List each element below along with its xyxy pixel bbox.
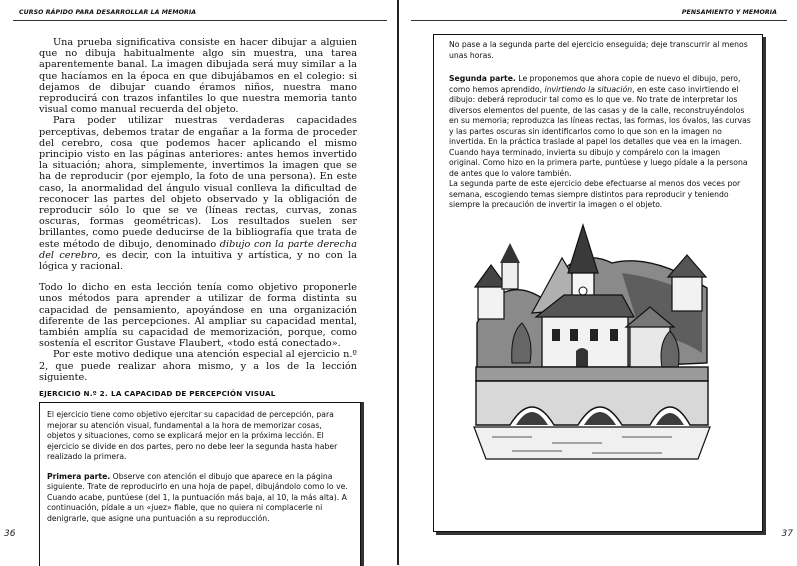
running-head-right: PENSAMIENTO Y MEMORIA — [681, 9, 777, 16]
window-4 — [610, 329, 618, 341]
header-rule-right — [411, 20, 787, 21]
right-house-roof — [668, 255, 706, 277]
part-1-text: Observe con atención el dibujo que aparece en la página siguiente. Trate de reproducirlo en una hoja de papel, dibujándolo como lo ve. Cuando acabe, puntúese (del 1, la puntuación más baja, al 10, la más alta). A continuación, pídale a un «juez» fiable, que no quiera ni complacerle ni denigrarle, que asigne una puntuación a su reproducción. — [47, 471, 348, 523]
bridge-deck — [476, 367, 708, 381]
left-tower-roof — [500, 243, 520, 263]
part-2-closing: La segunda parte de este ejercicio debe efectuarse al menos dos veces por semana, escogiendo temas siempre distintos para reproducir y teniendo siempre la precaución de invertir la imagen o el objeto. — [449, 179, 741, 209]
left-body-text — [39, 37, 357, 383]
part-1-label: Primera parte. — [47, 471, 111, 481]
paragraph-4: Por este motivo dedique una atención especial al ejercicio n.º 2, que puede realizar ahora mismo, y a los de la lección siguiente. — [39, 349, 357, 383]
part-2-label: Segunda parte. — [449, 74, 516, 83]
exercise-title — [39, 388, 359, 399]
exercise-intro: El ejercicio tiene como objetivo ejercitar su capacidad de percepción, para mejorar su atención visual, fundamental a la hora de memorizar cosas, objetos y situaciones, como se explicará mejor en la próxima lección. El ejercicio se divide en dos partes, pero no debe leer la segunda hasta haber realizado la primera. — [47, 410, 338, 461]
church-clock — [579, 287, 587, 295]
part-2-text-a: Le proponemos que ahora copie de nuevo el dibujo, pero, como hemos aprendido, — [449, 74, 741, 94]
window-3 — [590, 329, 598, 341]
right-page — [399, 0, 797, 565]
church-spire — [568, 225, 598, 273]
exercise-title-number: EJERCICIO N.º 2. — [39, 389, 108, 398]
part-2-text-b: , en este caso invirtiendo el dibujo: deberá reproducir tal como es lo que ve. No trate de interpretar los diversos elementos del puente, de las casas y de la calle, reconstruyéndolos en su memoria; reproduzca las líneas rectas, las formas, los óvalos, las curvas y las partes oscuras sin identificarlos como lo que son en la imagen no invertida. En la práctica traslade al papel los detalles que vea en la imagen. Cuando haya terminado, invierta su dibujo y compárelo con la imagen original. Como hizo en la primera parte, puntúese y luego pídale a la persona de antes que lo valore también. — [449, 84, 751, 178]
exercise-box — [39, 402, 361, 566]
window-2 — [570, 329, 578, 341]
exercise-part-1 — [47, 472, 351, 525]
left-tower — [502, 261, 518, 289]
window-1 — [552, 329, 560, 341]
exercise-part-2 — [449, 74, 752, 211]
left-house — [478, 285, 504, 319]
right-intro: No pase a la segunda parte del ejercicio enseguida; deje transcurrir al menos unas horas. — [449, 40, 748, 60]
page-number-left: 36 — [4, 529, 16, 539]
running-head-left: CURSO RÁPIDO PARA DESARROLLAR LA MEMORIA — [19, 9, 197, 16]
paragraph-1: Una prueba significativa consiste en hacer dibujar a alguien que no dibuja habitualmente algo sin muestra, una tarea aparentemente banal. La imagen dibujada será muy similar a la que hacíamos en la época en que dibujábamos en el colegio: si dejamos de dibujar cuando éramos niños, nuestra mano reproducirá con trazos infantiles lo que nuestra memoria tanto visual como manual recuerda del objeto. — [39, 37, 357, 116]
right-house — [672, 275, 702, 311]
paragraph-2 — [39, 115, 357, 272]
paragraph-3: Todo lo dicho en esta lección tenía como objetivo proponerle unos métodos para aprender a utilizar de forma distinta su capacidad de pensamiento, apoyándose en una organización diferente de las percepciones. Al ampliar su capacidad mental, también amplía su capacidad de memorización, porque, como sostenía el escritor Gustave Flaubert, «todo está conectado». — [39, 282, 357, 350]
paragraph-2-emphasis: dibujo con la parte derecha del cerebro — [39, 238, 357, 261]
door — [576, 348, 588, 367]
page-number-right: 37 — [781, 529, 793, 539]
village-bridge-illustration — [472, 203, 712, 463]
exercise-continuation-box — [433, 34, 763, 532]
left-page — [0, 0, 398, 565]
paragraph-2-text: Para poder utilizar nuestras verdaderas capacidades perceptivas, debemos tratar de engañar a la forma de proceder del cerebro, cosa que podemos hacer aplicando el mismo principio visto en las páginas anteriores: antes hemos invertido la situación; ahora, simplemente, invertimos la imagen que se ha de reproducir (por ejemplo, la foto de una persona). En este caso, la anormalidad del ángulo visual conlleva la dificultad de reconocer las partes del objeto observado y la obligación de reproducir sólo lo que se ve (líneas rectas, curvas, zonas oscuras, formas geométricas). Los resultados suelen ser brillantes, como puede deducirse de la bibliografía que trata de este método de dibujo, denominado — [39, 115, 357, 250]
exercise-title-name: LA CAPACIDAD DE PERCEPCIÓN VISUAL — [111, 389, 276, 398]
arch-shadows — [516, 412, 684, 425]
part-2-emphasis: invirtiendo la situación — [544, 84, 633, 94]
header-rule-left — [13, 20, 387, 21]
paragraph-2-tail: , es decir, con la intuitiva y artística, y no con la lógica y racional. — [39, 249, 357, 273]
